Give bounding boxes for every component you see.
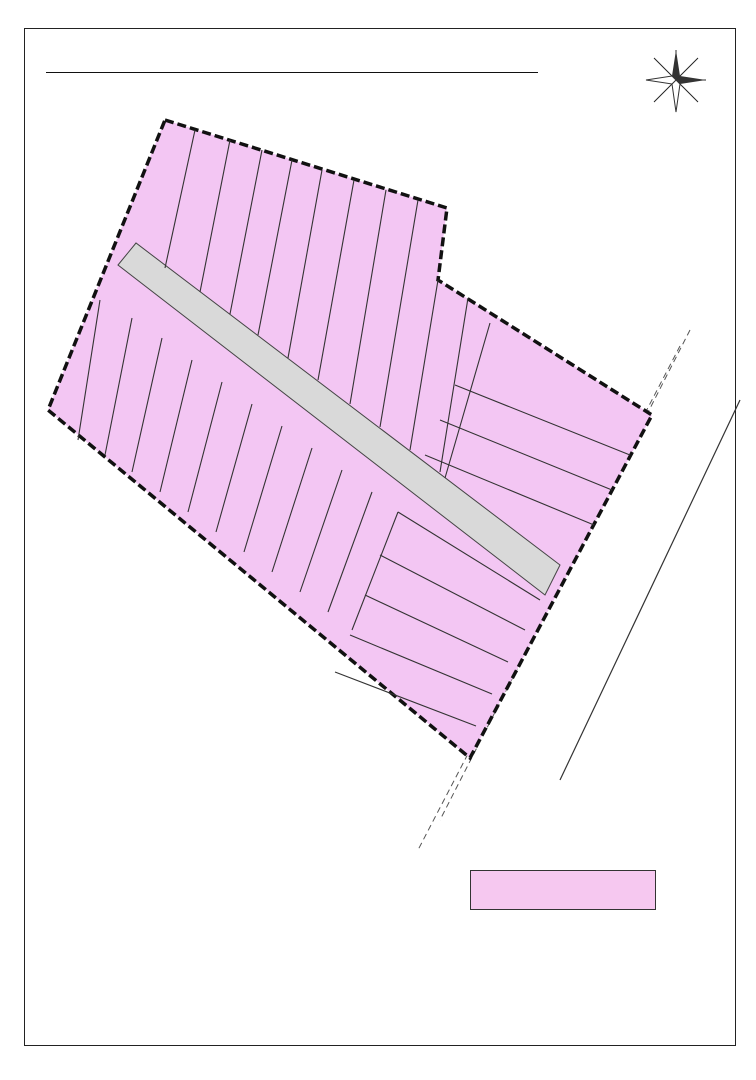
result-badge xyxy=(470,870,656,910)
